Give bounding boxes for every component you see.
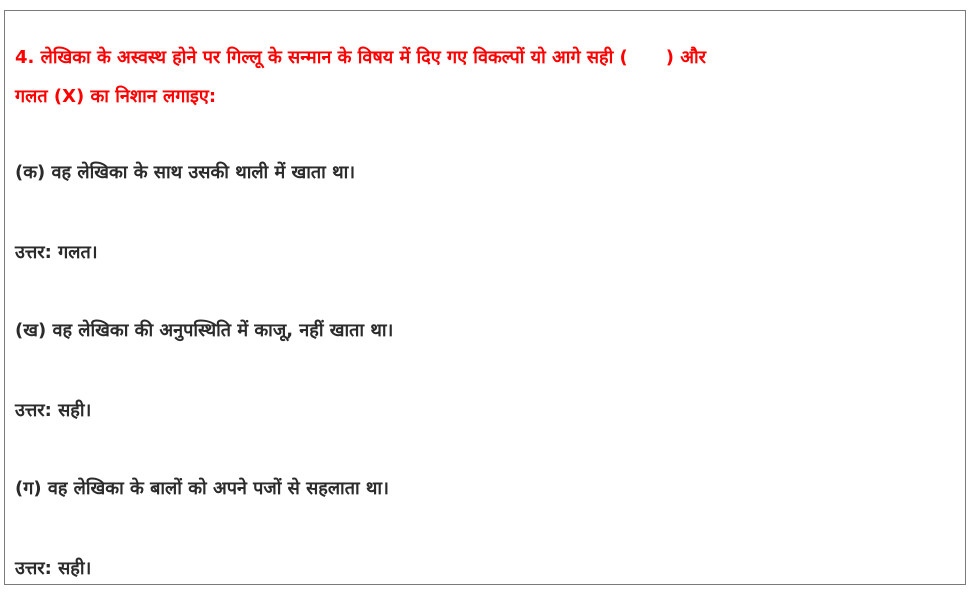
question-card	[4, 10, 966, 585]
statement-ka: (क) वह लेखिका के साथ उसकी थाली में खाता था।	[15, 162, 356, 183]
answer-kha: उत्तर: सही।	[15, 400, 92, 421]
question-text-line-2: गलत (X) का निशान लगाइए:	[15, 86, 217, 107]
answer-ka: उत्तर: गलत।	[15, 242, 98, 263]
question-text-line-1	[15, 44, 955, 72]
statement-ga: (ग) वह लेखिका के बालों को अपने पजों से सहलाता था।	[15, 478, 389, 499]
question-text-part-2: ) और	[665, 47, 707, 68]
question-text-part-1: 4. लेखिका के अस्वस्थ होने पर गिल्लू के सन्मान के विषय में दिए गए विकल्पों यो आगे सही (	[15, 47, 628, 68]
statement-kha: (ख) वह लेखिका की अनुपस्थिति में काजू, नहीं खाता था।	[15, 320, 394, 341]
answer-ga: उत्तर: सही।	[15, 558, 92, 579]
